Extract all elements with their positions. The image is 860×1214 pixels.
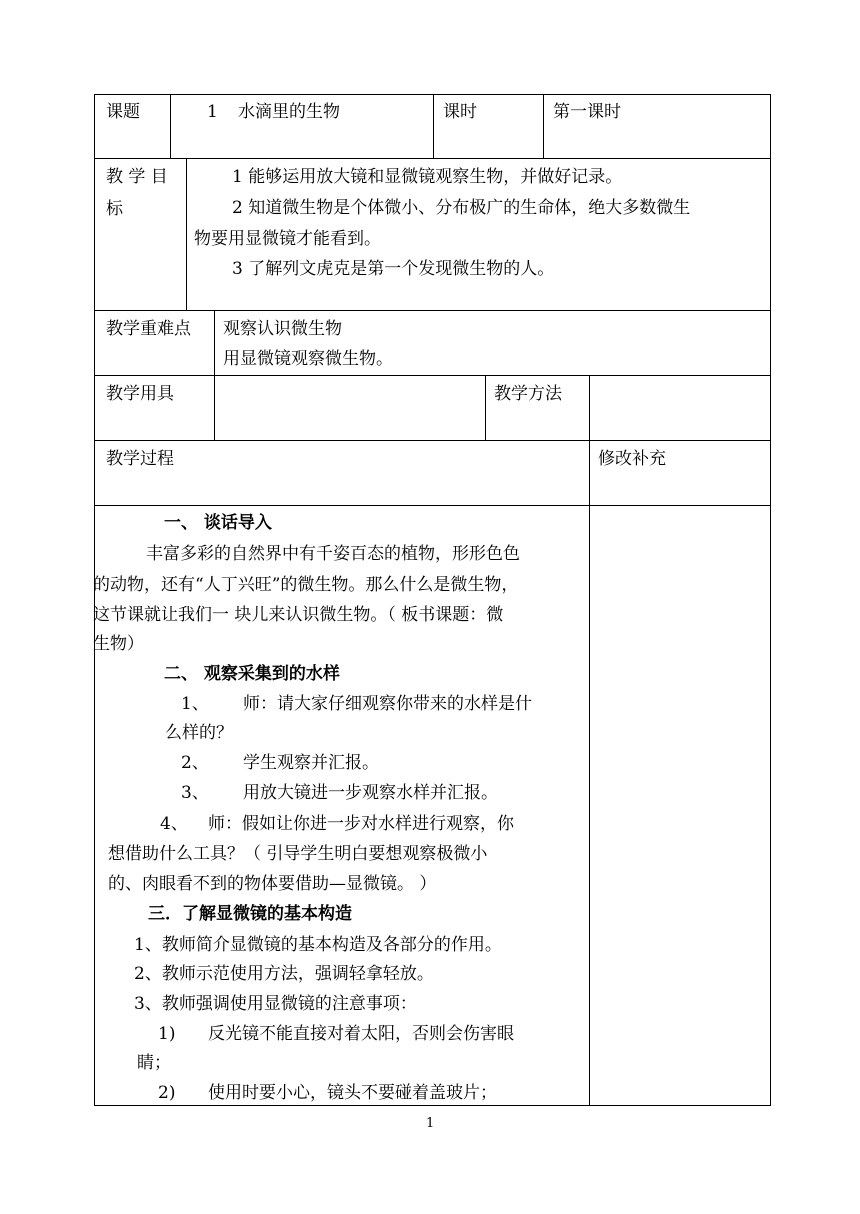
list-number: 1): [158, 1024, 176, 1044]
objective-item: 1 能够运用放大镜和显微镜观察生物，并做好记录。: [232, 167, 623, 187]
list-item-cont: 么样的？: [165, 723, 233, 743]
page-number: 1: [426, 1116, 435, 1131]
table-border-left: [94, 94, 95, 1106]
list-item: 师：请大家仔细观察你带来的水样是什: [243, 694, 532, 714]
objective-item: 2 知道微生物是个体微小、分布极广的生命体，绝大多数微生: [232, 198, 691, 218]
key-point-item: 观察认识微生物: [223, 319, 342, 339]
list-number: 2): [158, 1083, 176, 1103]
list-item-cont: 想借助什么工具？（ 引导学生明白要想观察极微小: [108, 844, 488, 864]
paragraph-line: 丰富多彩的自然界中有千姿百态的植物，形形色色: [146, 544, 520, 564]
col-divider: [485, 375, 486, 440]
paragraph-line: 的动物，还有“人丁兴旺”的微生物。那么什么是微生物，: [93, 575, 519, 595]
section-title: 三．了解显微镜的基本构造: [148, 904, 352, 924]
row-divider: [94, 310, 771, 311]
table-border-bottom: [94, 1105, 771, 1106]
row-divider: [94, 505, 771, 506]
paragraph-line: 这节课就让我们一 块儿来认识微生物。（ 板书课题：微: [93, 605, 504, 625]
col-divider: [170, 94, 171, 158]
list-item: 反光镜不能直接对着太阳，否则会伤害眼: [208, 1024, 514, 1044]
paragraph-line: 1、教师简介显微镜的基本构造及各部分的作用。: [134, 935, 502, 955]
col-divider: [186, 158, 187, 310]
key-point-item: 用显微镜观察微生物。: [223, 349, 393, 369]
table-border-right: [770, 94, 771, 1106]
list-item: 用放大镜进一步观察水样并汇报。: [243, 783, 498, 803]
row-divider: [94, 440, 771, 441]
objective-item: 物要用显微镜才能看到。: [194, 229, 381, 249]
method-label: 教学方法: [494, 384, 562, 404]
list-item-cont: 睛；: [137, 1053, 171, 1073]
list-item: 学生观察并汇报。: [243, 753, 379, 773]
paragraph-line: 2、教师示范使用方法，强调轻拿轻放。: [134, 964, 434, 984]
col-divider: [433, 94, 434, 158]
section-title: 一、 谈话导入: [164, 513, 272, 533]
paragraph-line: 生物）: [93, 634, 144, 654]
tools-label: 教学用具: [106, 384, 174, 404]
topic-number: 1: [207, 102, 218, 122]
list-item: 师：假如让你进一步对水样进行观察，你: [208, 814, 514, 834]
list-item-cont: 的、肉眼看不到的物体要借助—显微镜。 ）: [108, 874, 437, 894]
row-divider: [94, 158, 771, 159]
list-item: 使用时要小心，镜头不要碰着盖玻片；: [208, 1083, 497, 1103]
topic-label: 课题: [106, 102, 140, 122]
list-number: 3、: [181, 783, 209, 803]
topic-title: 水滴里的生物: [238, 102, 340, 122]
objectives-label: 教 学 目: [106, 167, 168, 187]
col-divider: [589, 375, 590, 1105]
list-number: 4、: [160, 814, 188, 834]
list-number: 2、: [181, 753, 209, 773]
key-points-label: 教学重难点: [106, 319, 191, 339]
objectives-label: 标: [106, 199, 123, 219]
period-value: 第一课时: [553, 102, 621, 122]
list-number: 1、: [181, 694, 209, 714]
col-divider: [543, 94, 544, 158]
paragraph-line: 3、教师强调使用显微镜的注意事项：: [134, 994, 417, 1014]
section-title: 二、 观察采集到的水样: [164, 664, 340, 684]
col-divider: [214, 310, 215, 440]
period-label: 课时: [443, 102, 477, 122]
row-divider: [94, 375, 771, 376]
process-label: 教学过程: [106, 449, 174, 469]
objective-item: 3 了解列文虎克是第一个发现微生物的人。: [232, 259, 555, 279]
revision-label: 修改补充: [598, 449, 666, 469]
